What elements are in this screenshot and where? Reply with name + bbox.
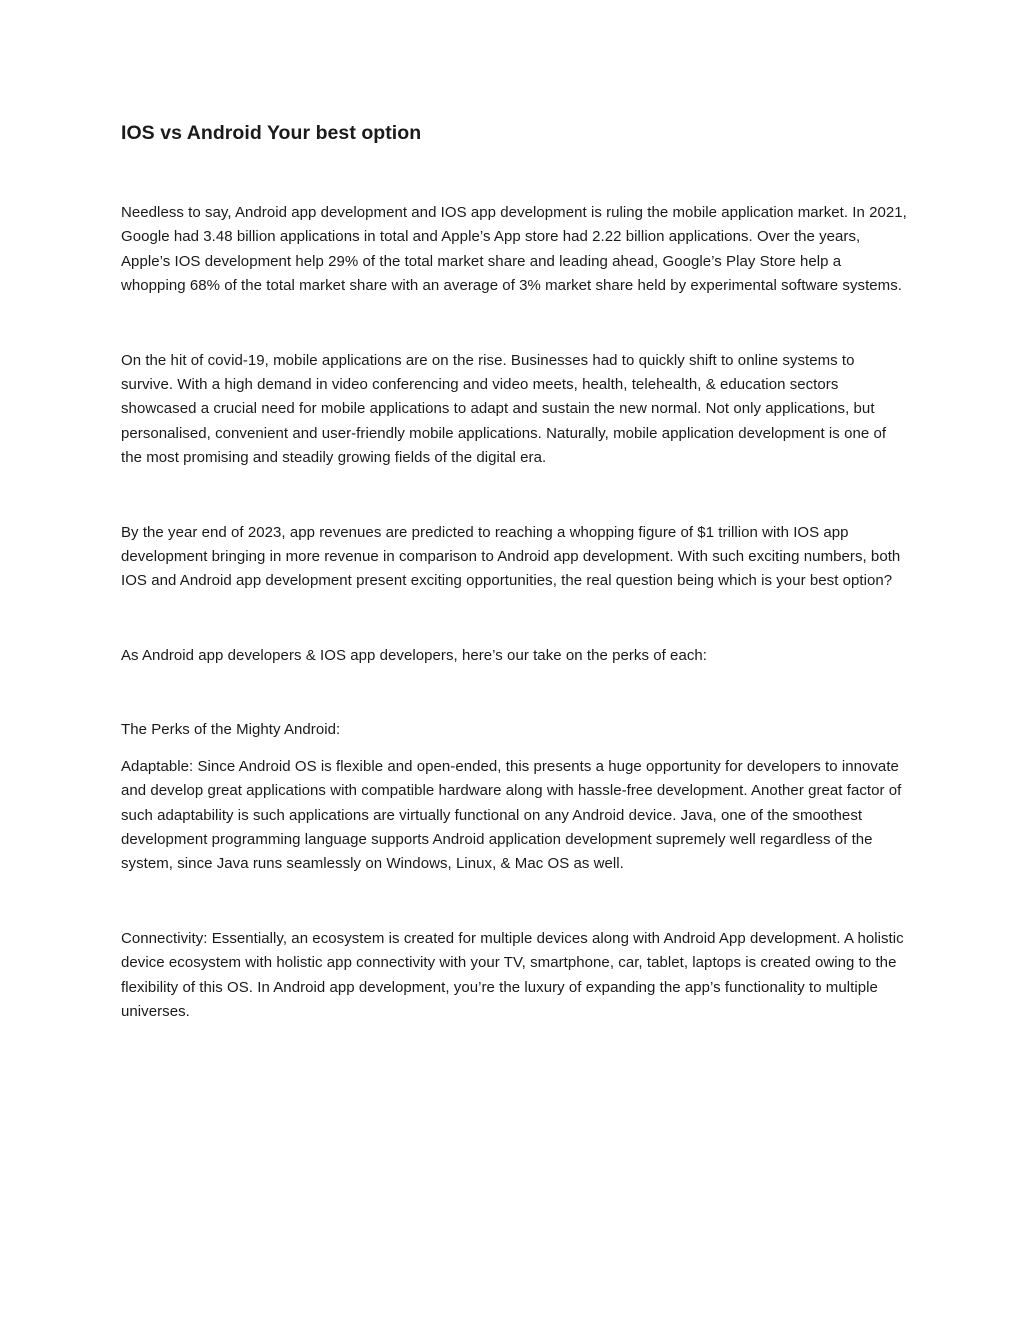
document-title: IOS vs Android Your best option (121, 122, 422, 144)
paragraph-connectivity: Connectivity: Essentially, an ecosystem is created for multiple devices along with Android App development. A holistic device ecosystem with holistic app connectivity with your TV, smartphone, car, tablet, laptops is created owing to the flexibility of this OS. In Android app development, you’re the luxury of expanding the app’s functionality to multiple universes. (121, 929, 904, 1020)
paragraph-intro-perks: As Android app developers & IOS app developers, here’s our take on the perks of each: (121, 646, 708, 664)
document-page (121, 118, 907, 1024)
paragraph-market-overview: Needless to say, Android app development and IOS app development is ruling the mobile application market. In 2021, Google had 3.48 billion applications in total and Apple’s App store had 2.22 billion applications. Over the years, Apple’s IOS development help 29% of the total market share and leading ahead, Google’s Play Store help a whopping 68% of the total market share with an average of 3% market share held by experimental software systems. (121, 204, 907, 295)
paragraph-revenue-prediction: By the year end of 2023, app revenues are predicted to reaching a whopping figure of $1 trillion with IOS app development bringing in more revenue in comparison to Android app development. With such exciting numbers, both IOS and Android app development present exciting opportunities, the real question being which is your best option? (121, 523, 901, 590)
paragraph-covid-impact: On the hit of covid-19, mobile applications are on the rise. Businesses had to quickly shift to online systems to survive. With a high demand in video conferencing and video meets, health, telehealth, & education sectors showcased a crucial need for mobile applications to adapt and sustain the new normal. Not only applications, but personalised, convenient and user-friendly mobile applications. Naturally, mobile application development is one of the most promising and steadily growing fields of the digital era. (121, 351, 887, 467)
paragraph-adaptable: Adaptable: Since Android OS is flexible and open-ended, this presents a huge opportunity for developers to innovate and develop great applications with compatible hardware along with hassle-free development. Another great factor of such adaptability is such applications are virtually functional on any Android device. Java, one of the smoothest development programming language supports Android application development supremely well regardless of the system, since Java runs seamlessly on Windows, Linux, & Mac OS as well. (121, 757, 902, 873)
section-heading-android-perks: The Perks of the Mighty Android: (121, 721, 341, 739)
